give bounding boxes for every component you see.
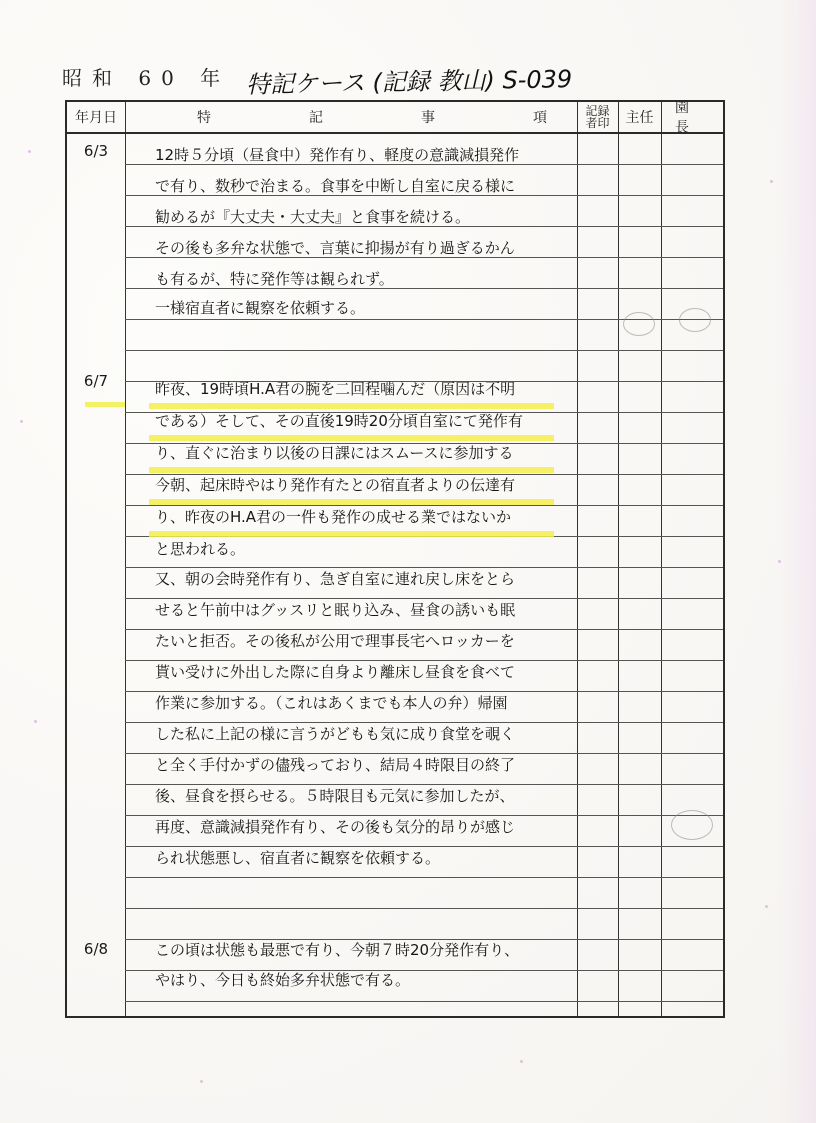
entry-date: 6/7 bbox=[83, 372, 109, 390]
scan-speck bbox=[778, 560, 781, 563]
entry-line: 12時５分頃（昼食中）発作有り、軽度の意識減損発作 bbox=[155, 146, 520, 164]
header-director: 園 長 bbox=[675, 100, 731, 136]
line-highlight bbox=[149, 531, 554, 537]
entry-line: した私に上記の様に言うがどもも気に成り食堂を覗く bbox=[155, 725, 516, 743]
scan-speck bbox=[520, 1060, 523, 1063]
seal-stamp bbox=[679, 308, 711, 332]
column-divider bbox=[577, 102, 578, 1016]
seal-stamp bbox=[623, 312, 655, 336]
row-rule bbox=[125, 784, 723, 785]
entry-line: 貰い受けに外出した際に自身より離床し昼食を食べて bbox=[155, 663, 516, 681]
row-rule bbox=[125, 567, 723, 568]
scan-edge-shadow bbox=[776, 0, 816, 1123]
row-rule bbox=[125, 846, 723, 847]
header-recorder: 記録 者印 bbox=[585, 104, 610, 130]
entry-date: 6/3 bbox=[83, 142, 109, 160]
row-rule bbox=[125, 598, 723, 599]
header-notes: 特 記 事 項 bbox=[197, 110, 589, 126]
entry-line: 今朝、起床時やはり発作有たとの宿直者よりの伝達有 bbox=[155, 476, 516, 494]
scan-speck bbox=[20, 420, 23, 423]
entry-line: で有り、数秒で治まる。食事を中断し自室に戻る様に bbox=[155, 177, 516, 195]
entry-line: 勧めるが『大丈夫・大丈夫』と食事を続ける。 bbox=[155, 208, 471, 226]
header-year: 昭和 60 年 bbox=[62, 66, 231, 90]
header-rule bbox=[67, 132, 723, 134]
entry-line: せると午前中はグッスリと眠り込み、昼食の誘いも眠 bbox=[155, 601, 516, 619]
row-rule bbox=[125, 1001, 723, 1002]
entry-line: やはり、今日も終始多弁状態で有る。 bbox=[155, 971, 411, 989]
record-form bbox=[65, 100, 731, 1018]
row-rule bbox=[125, 660, 723, 661]
entry-line: たいと拒否。その後私が公用で理事長宅へロッカーを bbox=[155, 632, 515, 650]
scan-speck bbox=[765, 905, 768, 908]
entry-line: 作業に参加する。（これはあくまでも本人の弁）帰園 bbox=[155, 694, 508, 712]
row-rule bbox=[125, 505, 723, 506]
scan-speck bbox=[200, 1080, 203, 1083]
column-divider bbox=[661, 102, 662, 1016]
line-highlight bbox=[149, 467, 554, 473]
row-rule bbox=[125, 753, 723, 754]
row-rule bbox=[125, 629, 723, 630]
entry-line: 昨夜、19時頃H.A君の腕を二回程噛んだ（原因は不明 bbox=[155, 380, 516, 398]
entry-line: 再度、意識減損発作有り、その後も気分的昂りが感じ bbox=[155, 818, 516, 836]
column-divider bbox=[618, 102, 619, 1016]
line-highlight bbox=[149, 435, 554, 441]
entry-line: その後も多弁な状態で、言葉に抑揚が有り過ぎるかん bbox=[155, 239, 515, 257]
entry-line: も有るが、特に発作等は観られず。 bbox=[155, 270, 394, 288]
row-rule bbox=[125, 877, 723, 878]
entry-line: 後、昼食を摂らせる。５時限目も元気に参加したが、 bbox=[155, 787, 515, 805]
header-supervisor: 主任 bbox=[625, 110, 654, 126]
entry-line: 又、朝の会時発作有り、急ぎ自室に連れ戻し床をとら bbox=[155, 570, 516, 588]
row-rule bbox=[125, 722, 723, 723]
entry-line: り、直ぐに治まり以後の日課にはスムースに参加する bbox=[155, 444, 514, 462]
scan-speck bbox=[28, 150, 31, 153]
entry-line: である）そして、その直後19時20分頃自室にて発作有 bbox=[155, 412, 523, 430]
row-rule bbox=[125, 815, 723, 816]
row-rule bbox=[125, 691, 723, 692]
entry-line: と思われる。 bbox=[155, 540, 246, 558]
handwritten-title: 特記ケース (記録 教山) S-039 bbox=[245, 65, 573, 99]
entry-line: り、昨夜のH.A君の一件も発作の成せる業ではないか bbox=[155, 508, 512, 526]
line-highlight bbox=[149, 403, 554, 409]
seal-stamp bbox=[671, 810, 713, 840]
line-highlight bbox=[149, 499, 554, 505]
scan-speck bbox=[770, 180, 773, 183]
scan-speck bbox=[34, 720, 37, 723]
row-rule bbox=[125, 350, 723, 351]
entry-line: と全く手付かずの儘残っており、結局４時限目の終了 bbox=[155, 756, 516, 774]
entry-line: られ状態悪し、宿直者に観察を依頼する。 bbox=[155, 849, 441, 867]
entry-date: 6/8 bbox=[83, 940, 109, 958]
entry-line: 一様宿直者に観察を依頼する。 bbox=[155, 299, 366, 317]
date-highlight bbox=[85, 402, 125, 407]
row-rule bbox=[125, 908, 723, 909]
entry-line: この頃は状態も最悪で有り、今朝７時20分発作有り、 bbox=[155, 941, 520, 959]
column-divider bbox=[125, 102, 126, 1016]
header-date: 年月日 bbox=[75, 110, 117, 126]
